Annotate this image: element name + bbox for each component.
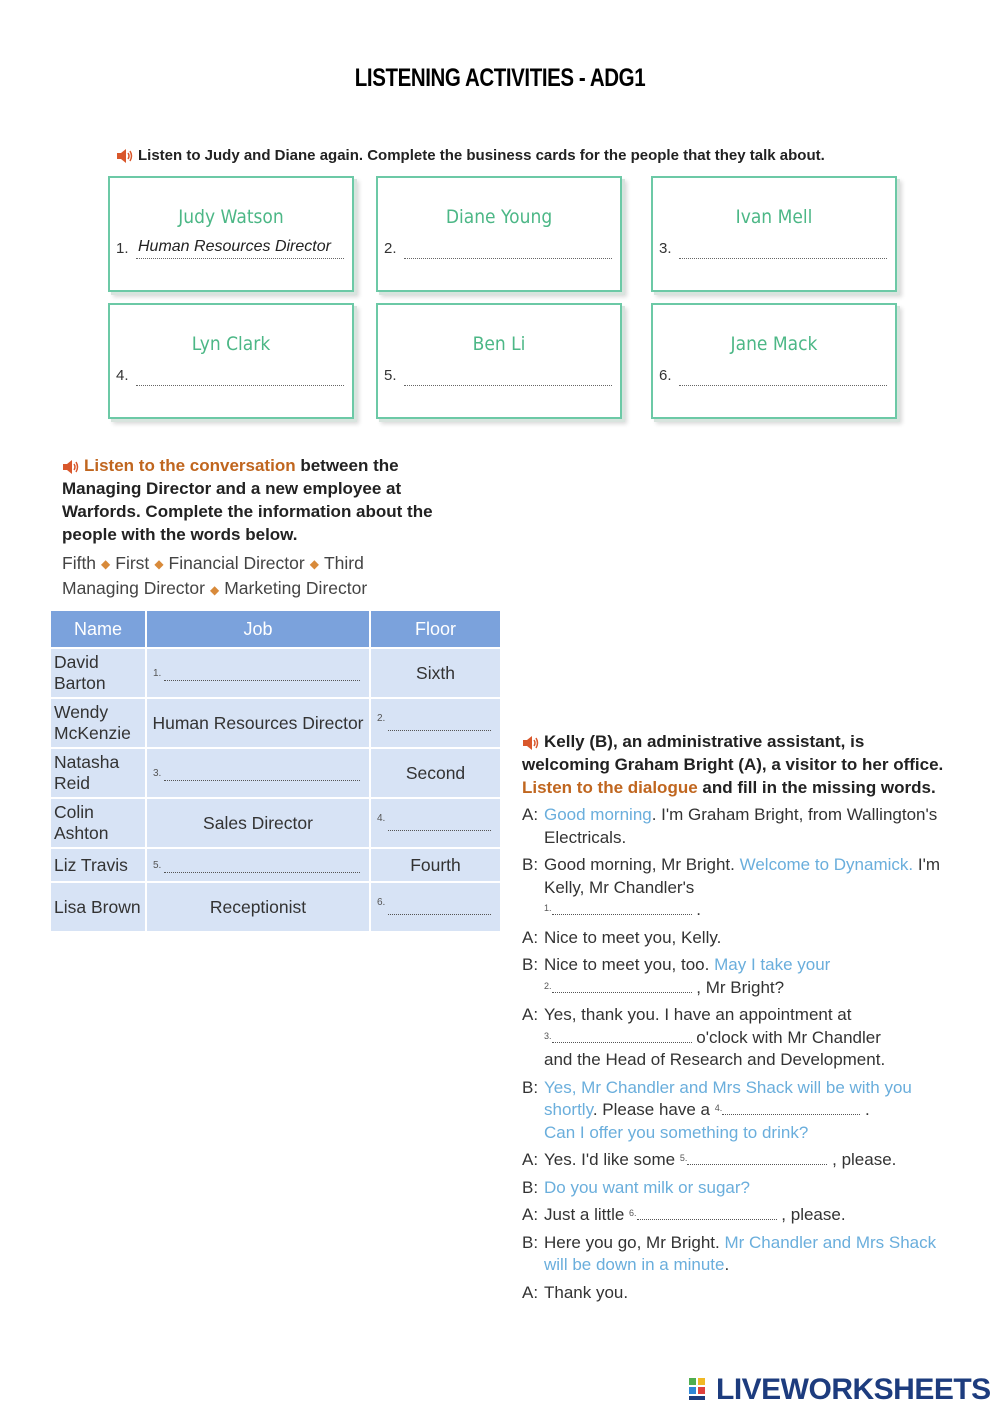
instruction-text: Kelly (B), an administrative assistant, is welcoming Graham Bright (A), a visitor to her office. xyxy=(522,732,944,774)
floor-answer-field[interactable] xyxy=(372,897,499,917)
page-title: LISTENING ACTIVITIES - ADG1 xyxy=(354,64,646,92)
answer-gap-1[interactable] xyxy=(552,900,692,915)
table-row xyxy=(50,882,501,932)
gap-number: 2. xyxy=(377,713,386,724)
column-header-floor: Floor xyxy=(370,610,501,648)
dialogue-line xyxy=(522,954,952,999)
table-row xyxy=(50,748,501,798)
gap-number: 1. xyxy=(153,668,162,679)
column-header-name: Name xyxy=(50,610,146,648)
job-cell xyxy=(146,748,370,798)
card-answer-field[interactable] xyxy=(679,367,887,386)
business-card xyxy=(651,303,897,419)
card-number: 2. xyxy=(384,240,397,257)
answer-gap-5[interactable] xyxy=(687,1150,827,1165)
exercise1-instruction xyxy=(116,147,825,164)
gap-number: 3. xyxy=(544,1030,552,1041)
word-bank-item: Financial Director xyxy=(168,553,305,573)
model-phrase: Good morning xyxy=(544,805,652,824)
job-cell xyxy=(146,648,370,698)
diamond-icon: ◆ xyxy=(309,557,319,572)
speaker-label: B: xyxy=(522,955,539,974)
audio-speaker-icon[interactable] xyxy=(522,736,540,750)
word-bank-item: Third xyxy=(323,553,364,573)
word-bank-item: Managing Director xyxy=(62,578,205,599)
instruction-text: between the Managing Director and a new employee at Warfords. Complete the information about the people with the words below. xyxy=(62,456,433,544)
business-card xyxy=(651,176,897,292)
line-text: Thank you. xyxy=(544,1282,629,1302)
line-text: Here you go, Mr Bright. xyxy=(544,1232,720,1252)
answer-gap-6[interactable] xyxy=(637,1205,777,1220)
diamond-icon: ◆ xyxy=(154,557,164,572)
card-number: 1. xyxy=(116,240,129,257)
person-name: Natasha Reid xyxy=(50,748,146,798)
speaker-label: B: xyxy=(522,1177,539,1197)
business-card xyxy=(376,303,622,419)
line-text: Yes. I'd like some xyxy=(544,1150,676,1169)
exercise3-instruction xyxy=(522,730,952,799)
speaker-label: A: xyxy=(522,1282,539,1302)
word-bank-item: First xyxy=(115,553,150,573)
diamond-icon: ◆ xyxy=(101,557,111,572)
card-name: Diane Young xyxy=(445,206,553,228)
dialogue-line xyxy=(522,927,952,950)
answer-gap-3[interactable] xyxy=(552,1028,692,1043)
floor-cell xyxy=(370,882,501,932)
card-answer-field[interactable] xyxy=(136,367,344,386)
card-name: Judy Watson xyxy=(178,206,284,228)
instruction-highlight: Listen to the conversation xyxy=(84,456,296,475)
dialogue-line xyxy=(522,1204,952,1227)
card-answer-field[interactable] xyxy=(679,240,887,259)
floor-cell xyxy=(370,798,501,848)
card-name: Jane Mack xyxy=(730,333,818,355)
card-number: 3. xyxy=(659,240,672,257)
instruction-text: and fill in the missing words. xyxy=(702,778,936,797)
gap-number: 3. xyxy=(153,768,162,779)
person-name: Lisa Brown xyxy=(50,882,146,932)
job-answer-field[interactable] xyxy=(148,855,368,875)
card-name: Lyn Clark xyxy=(191,333,271,355)
gap-number: 1. xyxy=(544,903,552,913)
liveworksheets-logo xyxy=(688,1373,991,1407)
job-cell xyxy=(146,848,370,882)
business-card xyxy=(108,176,354,292)
dialogue-line xyxy=(522,1004,952,1072)
dialogue-line xyxy=(522,1282,952,1305)
dialogue-line xyxy=(522,804,952,849)
business-card xyxy=(376,176,622,292)
card-answer: Human Resources Director xyxy=(138,238,331,255)
gap-number: 2. xyxy=(544,980,552,991)
word-bank-item: Fifth xyxy=(62,553,97,573)
line-end: , please. xyxy=(832,1150,897,1169)
speaker-label: A: xyxy=(522,1150,539,1169)
line-text: Just a little xyxy=(544,1205,625,1224)
dialogue-line xyxy=(522,1149,952,1172)
audio-speaker-icon[interactable] xyxy=(62,460,80,474)
model-phrase: Mr Chandler and Mrs Shack will be down in a minute xyxy=(544,1232,937,1274)
gap-number: 4. xyxy=(377,813,386,824)
line-text: . Please have a xyxy=(592,1100,711,1119)
table-row xyxy=(50,698,501,748)
model-phrase: May I take your xyxy=(714,955,831,974)
card-name: Ben Li xyxy=(472,333,526,355)
gap-number: 4. xyxy=(714,1103,723,1113)
logo-icon xyxy=(688,1376,714,1402)
job-value: Human Resources Director xyxy=(146,698,370,748)
line-end: , please. xyxy=(781,1205,846,1224)
line-text: Nice to meet you, Kelly. xyxy=(544,927,722,947)
gap-number: 6. xyxy=(629,1208,637,1218)
line-text: o'clock with Mr Chandler xyxy=(696,1027,881,1047)
line-text: . I'm Graham Bright, from Wallington's Electricals. xyxy=(544,805,938,847)
dialogue-line xyxy=(522,1177,952,1200)
card-number: 4. xyxy=(116,367,129,384)
dialogue-line xyxy=(522,1232,952,1277)
line-text: Nice to meet you, too. xyxy=(544,955,710,974)
job-value: Sales Director xyxy=(146,798,370,848)
line-end: , Mr Bright? xyxy=(696,977,785,997)
person-name: Liz Travis xyxy=(50,848,146,882)
speaker-label: A: xyxy=(522,927,539,947)
gap-number: 5. xyxy=(679,1153,688,1163)
exercise1-instruction-text: Listen to Judy and Diane again. Complete the business cards for the people that they talk about. xyxy=(138,147,825,164)
line-end: . xyxy=(865,1100,870,1119)
card-number: 5. xyxy=(384,367,397,384)
card-number: 6. xyxy=(659,367,672,384)
dialogue-line xyxy=(522,854,952,922)
floor-cell xyxy=(370,698,501,748)
person-name: Colin Ashton xyxy=(50,798,146,848)
model-phrase: Can I offer you something to drink? xyxy=(544,1122,809,1142)
column-header-job: Job xyxy=(146,610,370,648)
business-card xyxy=(108,303,354,419)
speaker-label: A: xyxy=(522,1005,539,1024)
logo-text: LIVEWORKSHEETS xyxy=(716,1373,991,1406)
exercise3 xyxy=(522,730,952,1304)
speaker-label: B: xyxy=(522,1077,539,1097)
table-row xyxy=(50,848,501,882)
table-row xyxy=(50,648,501,698)
word-bank-item: Marketing Director xyxy=(224,578,368,599)
job-value: Receptionist xyxy=(146,882,370,932)
speaker-label: B: xyxy=(522,855,539,874)
person-name: Wendy McKenzie xyxy=(50,698,146,748)
card-name: Ivan Mell xyxy=(735,206,813,228)
job-answer-field[interactable] xyxy=(148,763,368,783)
floor-answer-field[interactable] xyxy=(372,713,499,733)
audio-speaker-icon[interactable] xyxy=(116,149,134,163)
model-phrase: Welcome to Dynamick. xyxy=(739,855,914,874)
floor-answer-field[interactable] xyxy=(372,813,499,833)
floor-value: Fourth xyxy=(370,848,501,882)
line-text: and the Head of Research and Development. xyxy=(544,1050,886,1069)
gap-number: 6. xyxy=(377,897,386,908)
word-bank xyxy=(62,551,482,602)
instruction-highlight: Listen to the dialogue xyxy=(522,778,698,797)
line-text: Yes, thank you. I have an appointment at xyxy=(544,1005,852,1024)
person-name: David Barton xyxy=(50,648,146,698)
gap-number: 5. xyxy=(153,860,162,871)
exercise2-instruction xyxy=(62,454,462,546)
line-text: Good morning, Mr Bright. xyxy=(544,855,735,874)
people-table xyxy=(49,609,502,933)
line-end: . xyxy=(696,900,701,919)
model-phrase: Yes, Mr Chandler and Mrs Shack will be with you shortly xyxy=(544,1077,912,1119)
speaker-label: A: xyxy=(522,1205,539,1224)
diamond-icon: ◆ xyxy=(209,582,220,597)
table-row xyxy=(50,798,501,848)
speaker-label: B: xyxy=(522,1232,539,1252)
model-phrase: Do you want milk or sugar? xyxy=(544,1177,750,1197)
line-end: . xyxy=(724,1255,730,1274)
speaker-label: A: xyxy=(522,805,539,824)
job-answer-field[interactable] xyxy=(148,663,368,683)
line-text: I'm Kelly, Mr Chandler's xyxy=(544,855,940,897)
answer-gap-2[interactable] xyxy=(552,978,692,993)
answer-gap-4[interactable] xyxy=(722,1100,860,1115)
floor-value: Sixth xyxy=(370,648,501,698)
floor-value: Second xyxy=(370,748,501,798)
card-answer-field[interactable] xyxy=(404,367,612,386)
card-answer-field[interactable] xyxy=(404,240,612,259)
dialogue-line xyxy=(522,1077,952,1145)
